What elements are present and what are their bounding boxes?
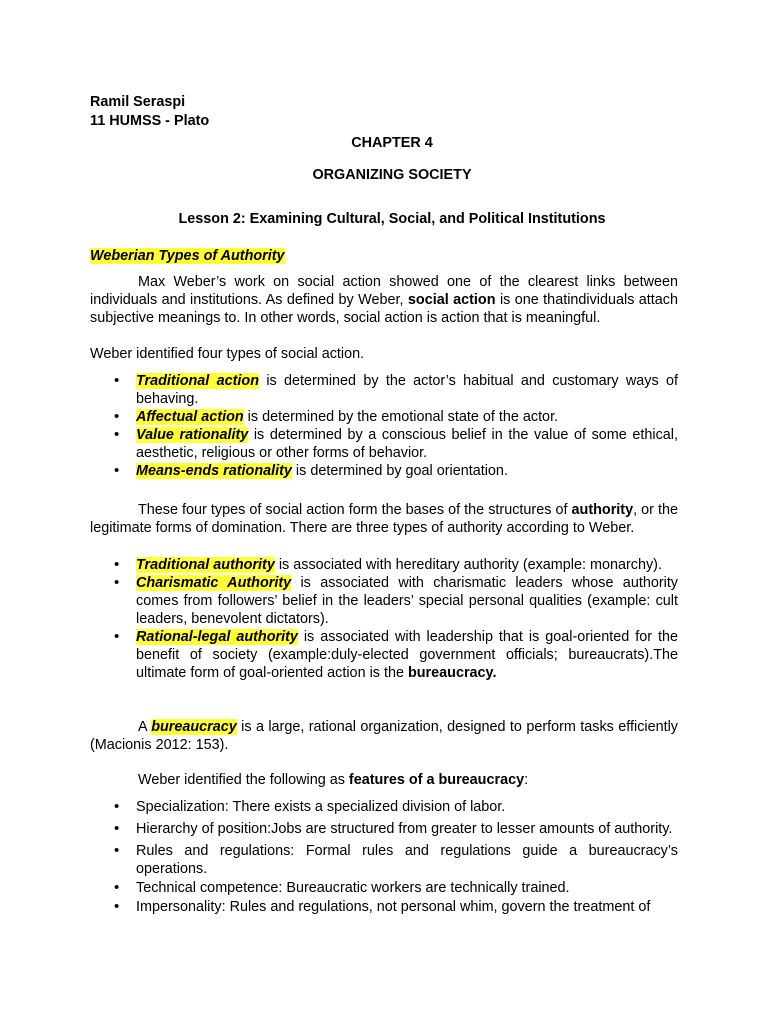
list-item	[112, 462, 678, 480]
paragraph-authority	[90, 501, 678, 537]
list-item	[112, 628, 678, 682]
list-item	[112, 426, 678, 462]
list-item: • Impersonality: Rules and regulations, not personal whim, govern the treatment of	[112, 898, 678, 916]
list-item-text: is determined by goal orientation.	[291, 463, 508, 479]
authority-list	[112, 556, 678, 682]
list-item-term: Rational-legal authority	[136, 629, 298, 645]
list-item	[112, 574, 678, 628]
author-class: 11 HUMSS - Plato	[90, 113, 210, 129]
p1-before: Max Weber’s work on social action showed one of the clearest links between individuals and institutions. As defined by Weber,	[90, 274, 678, 308]
paragraph-social-action	[90, 273, 678, 327]
p5-before: Weber identified the following as	[138, 772, 349, 788]
section-heading-text: Weberian Types of Authority	[90, 248, 285, 264]
list-item: • Specialization: There exists a specialized division of labor.	[112, 798, 678, 816]
p1-after: is one thatindividuals attach subjective meanings to. In other words, social action is action that is meaningful.	[90, 292, 679, 326]
p3-bold: authority	[571, 502, 634, 518]
chapter-number: CHAPTER 4	[351, 135, 433, 151]
p1-bold: social action	[407, 292, 496, 308]
list-item-term: Traditional authority	[136, 557, 275, 573]
list-item-term: Charismatic Authority	[136, 575, 292, 591]
list-item-text: is associated with charismatic leaders whose authority comes from followers’ belief in the leaders’ special personal qualities (example: cult leaders, benevolent dictators).	[136, 575, 679, 627]
list-item-text: is determined by the emotional state of the actor.	[243, 409, 559, 425]
list-item-term: Affectual action	[136, 409, 244, 425]
author-name: Ramil Seraspi	[90, 94, 186, 110]
list-item-text: is associated with leadership that is goal-oriented for the benefit of society (example:duly-elected government officials; bureaucrats).The ultimate form of goal-oriented action is the	[136, 629, 678, 681]
list-item-term: Value rationality	[136, 427, 249, 443]
p4-term: bureaucracy	[151, 719, 237, 735]
social-action-list	[112, 372, 678, 480]
list-item: • Hierarchy of position:Jobs are structured from greater to lesser amounts of authority.	[112, 820, 678, 838]
paragraph-bureaucracy	[90, 718, 678, 754]
list-item-term: Traditional action	[136, 373, 259, 389]
p5-bold: features of a bureaucracy	[348, 772, 525, 788]
list-item	[112, 408, 678, 426]
list-item: • Rules and regulations: Formal rules and regulations guide a bureaucracy’s operations.	[112, 842, 678, 878]
list-item-term: Means-ends rationality	[136, 463, 292, 479]
list-item-text: is determined by the actor’s habitual and customary ways of behaving.	[136, 373, 678, 407]
p4-after: is a large, rational organization, designed to perform tasks efficiently (Macionis 2012: 153).	[90, 719, 678, 753]
paragraph-four-types: Weber identified four types of social action.	[90, 346, 365, 362]
list-item-text: is associated with hereditary authority (example: monarchy).	[274, 557, 662, 573]
p3-before: These four types of social action form the bases of the structures of	[138, 502, 572, 518]
chapter-title: ORGANIZING SOCIETY	[312, 167, 472, 183]
list-item: • Technical competence: Bureaucratic workers are technically trained.	[112, 879, 678, 897]
list-item-text: is determined by a conscious belief in the value of some ethical, aesthetic, religious or other forms of behavior.	[136, 427, 678, 461]
list-item	[112, 372, 678, 408]
lesson-title: Lesson 2: Examining Cultural, Social, and Political Institutions	[178, 211, 606, 227]
p4-before: A	[138, 719, 152, 735]
list-item-bold: bureaucracy.	[407, 665, 497, 681]
list-item	[112, 556, 678, 574]
features-list	[112, 798, 678, 920]
p5-after: :	[524, 772, 529, 788]
paragraph-features	[90, 771, 678, 789]
section-heading	[90, 247, 678, 265]
p3-after: , or the legitimate forms of domination. There are three types of authority according to Weber.	[90, 502, 679, 536]
